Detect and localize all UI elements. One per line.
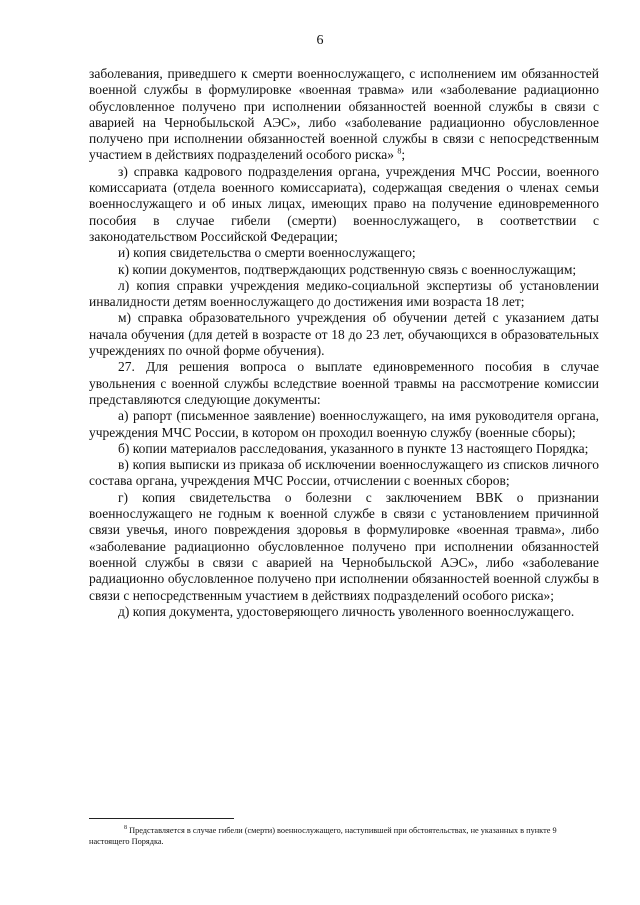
paragraph-item-z: з) справка кадрового подразделения органа, учреждения МЧС России, военного комиссариата (отдела военного комиссариата), содержащая сведения о членах семьи военнослужащего и об иных лицах, имеющих право на получение единовременного пособия в случае гибели (смерти) военнослужащего, в соответствии с законодательством Российской Федерации;	[89, 163, 599, 244]
footnote-text: Представляется в случае гибели (смерти) военнослужащего, наступившей при обстоятельствах, не указанных в пункте 9 настоящего Порядка.	[89, 826, 557, 846]
paragraph-item-i: и) копия свидетельства о смерти военнослужащего;	[118, 245, 416, 261]
footnote-reference: 8	[397, 146, 402, 156]
paragraph-item-v: в) копия выписки из приказа об исключении военнослужащего из списков личного состава органа, учреждения МЧС России, отчислении с военных сборов;	[89, 457, 599, 489]
document-body	[89, 66, 599, 620]
page-number: 6	[316, 33, 324, 48]
paragraph-text: заболевания, приведшего к смерти военнослужащего, с исполнением им обязанностей военной службы в формулировке «военная травма» или «заболевание радиационно обусловленное получено при исполнении обязанностей военной службы в связи с аварией на Чернобыльской АЭС», либо «заболевание радиационно обусловленное получено при исполнении обязанностей военной службы в связи с непосредственным участием в действиях подразделений особого риска»	[89, 66, 599, 163]
paragraph-item-b: б) копии материалов расследования, указанного в пункте 13 настоящего Порядка;	[118, 440, 589, 456]
paragraph-item-m: м) справка образовательного учреждения об обучении детей с указанием даты начала обучения (для детей в возрасте от 18 до 23 лет, обучающихся в образовательных учреждениях по очной форме обучения).	[89, 310, 599, 359]
paragraph-item-k: к) копии документов, подтверждающих родственную связь с военнослужащим;	[118, 261, 577, 277]
footnote-divider	[89, 818, 234, 819]
paragraph-punctuation: ;	[401, 147, 406, 163]
paragraph-continuation	[89, 66, 599, 164]
paragraph-item-a: а) рапорт (письменное заявление) военнослужащего, на имя руководителя органа, учреждения МЧС России, в котором он проходил военную службу (военные сборы);	[89, 408, 599, 440]
paragraph-item-l: л) копия справки учреждения медико-социальной экспертизы об установлении инвалидности детям военнослужащего до достижения ими возраста 18 лет;	[89, 277, 599, 310]
footnote-marker: 8	[124, 825, 127, 832]
footnote	[89, 825, 599, 847]
paragraph-clause-27: 27. Для решения вопроса о выплате единовременного пособия в случае увольнения с военной службы вследствие военной травмы на рассмотрение комиссии представляются следующие документы:	[89, 359, 599, 407]
paragraph-item-g: г) копия свидетельства о болезни с заключением ВВК о признании военнослужащего не годным к военной службе в связи с установлением причинной связи увечья, иного повреждения здоровья в формулировке «военная травма», либо «заболевание радиационно обусловленное получено при исполнении обязанностей военной службы в связи с аварией на Чернобыльской АЭС», либо «заболевание радиационно обусловленное получено при исполнении обязанностей военной службы в связи с непосредственным участием в действиях подразделений особого риска»;	[89, 489, 599, 603]
paragraph-item-d: д) копия документа, удостоверяющего личность уволенного военнослужащего.	[118, 603, 575, 619]
